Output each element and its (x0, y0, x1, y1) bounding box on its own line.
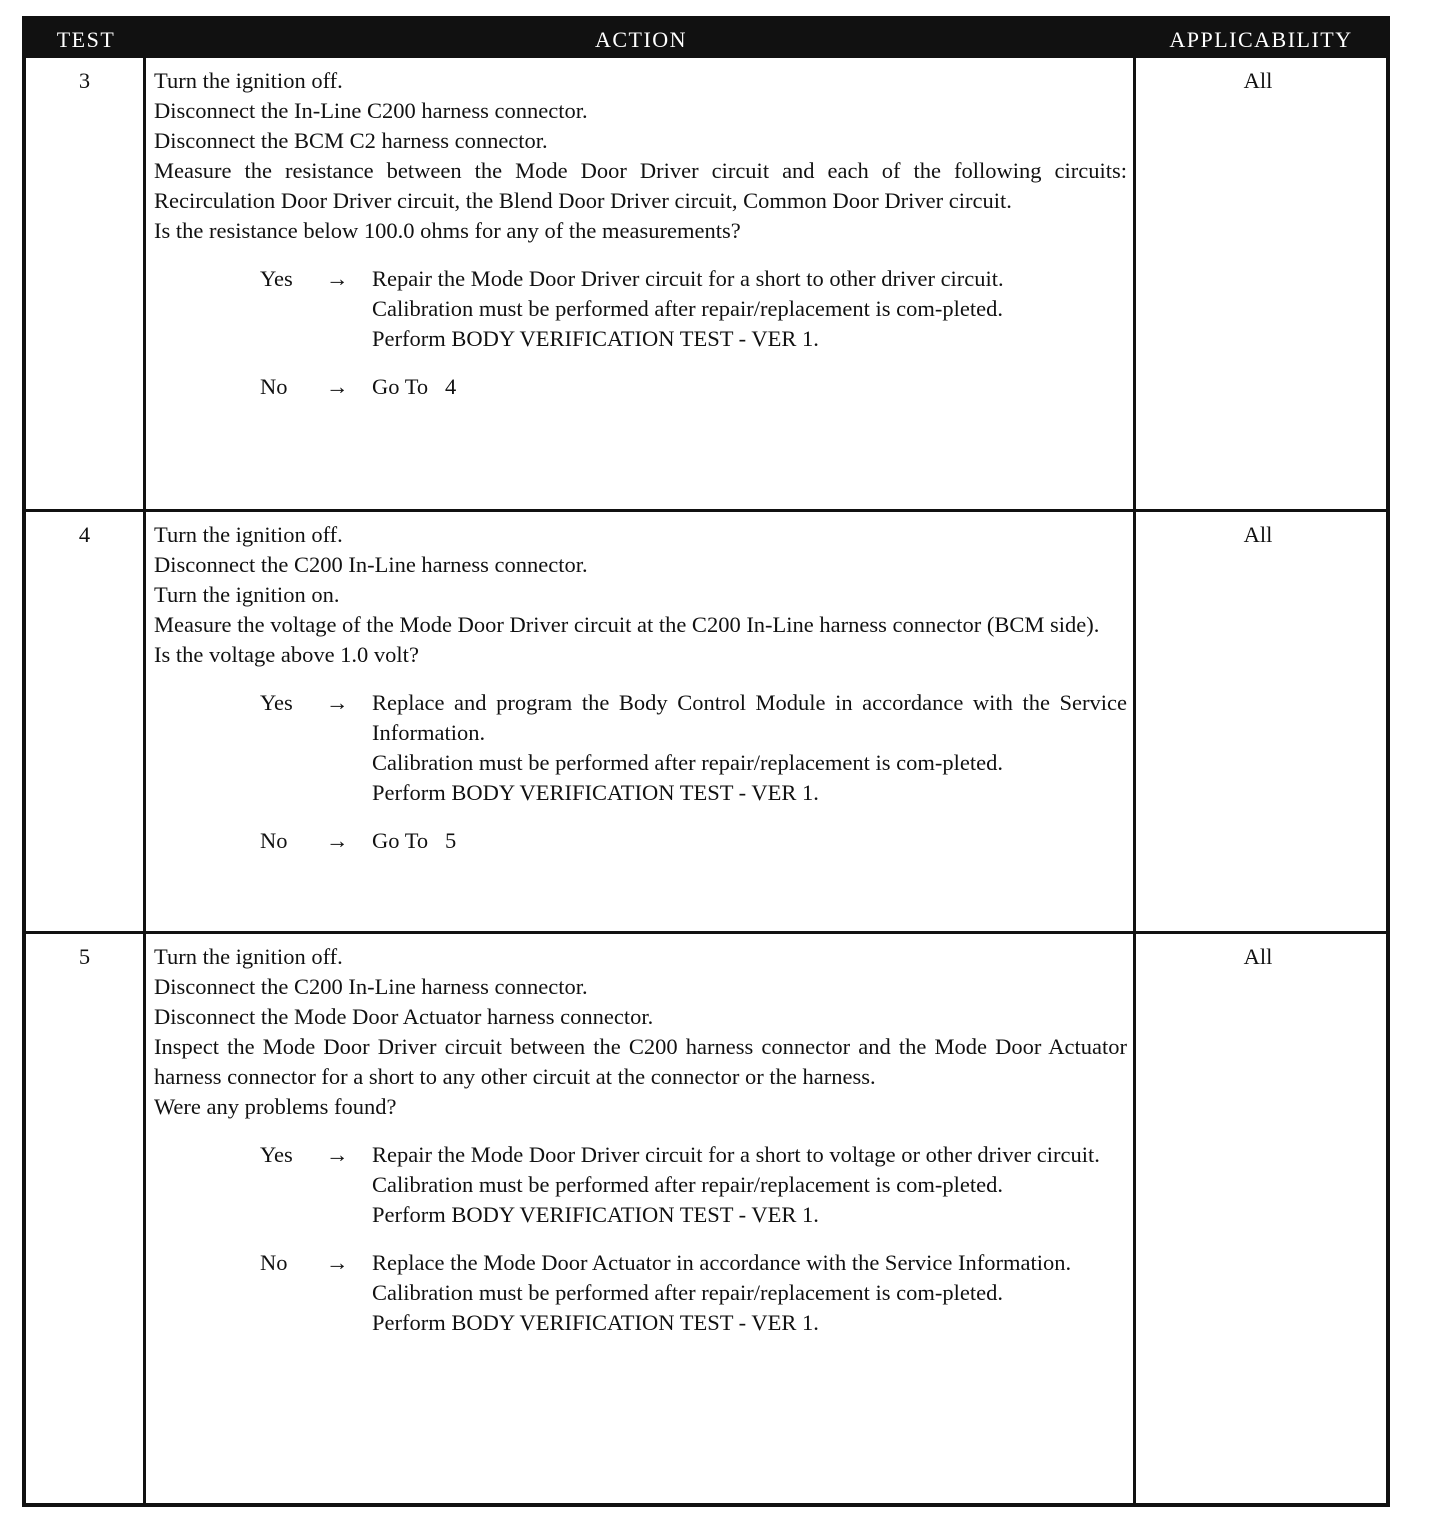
action-step: Disconnect the Mode Door Actuator harness connector. (154, 1004, 654, 1029)
yes-label: Yes (260, 690, 293, 715)
yes-outcome (260, 1140, 1127, 1230)
applicability-4: All (1136, 512, 1386, 934)
arrow-icon: → (326, 828, 349, 853)
test-number-4: 4 (26, 512, 146, 934)
test-number-5: 5 (26, 934, 146, 1503)
outcome-line: Calibration must be performed after repair/replacement is com-pleted. (372, 1280, 1003, 1305)
outcome-line: Go To 4 (372, 374, 457, 399)
header-applicability: APPLICABILITY (1136, 20, 1386, 58)
no-outcome (260, 826, 1127, 856)
arrow-icon: → (326, 1142, 349, 1167)
header-action: ACTION (146, 20, 1136, 58)
outcome-line: Calibration must be performed after repair/replacement is com-pleted. (372, 296, 1003, 321)
action-cell-5 (146, 934, 1136, 1503)
action-step: Disconnect the In-Line C200 harness connector. (154, 98, 588, 123)
yes-outcome (260, 688, 1127, 808)
action-step: Turn the ignition on. (154, 582, 340, 607)
yes-outcome (260, 264, 1127, 354)
action-cell-4 (146, 512, 1136, 934)
no-outcome (260, 1248, 1127, 1338)
action-step: Turn the ignition off. (154, 68, 343, 93)
yes-label: Yes (260, 266, 293, 291)
yes-instructions (372, 264, 1127, 354)
outcome-line: Perform BODY VERIFICATION TEST - VER 1. (372, 780, 819, 805)
applicability-5: All (1243, 944, 1273, 969)
arrow-icon: → (326, 374, 349, 399)
outcome-line: Replace the Mode Door Actuator in accordance with the Service Information. (372, 1250, 1072, 1275)
yes-instructions (372, 1140, 1127, 1230)
arrow-icon: → (326, 690, 349, 715)
arrow-icon: → (326, 266, 349, 291)
outcome-line: Calibration must be performed after repair/replacement is com-pleted. (372, 750, 1003, 775)
outcome-line: Calibration must be performed after repair/replacement is com-pleted. (372, 1172, 1003, 1197)
outcome-line: Repair the Mode Door Driver circuit for a short to voltage or other driver circuit. (372, 1142, 1100, 1167)
no-label: No (260, 1250, 288, 1275)
action-step: Inspect the Mode Door Driver circuit between the C200 harness connector and the Mode Door Actuator harness connector for a short to any other circuit at the connector or the harness. (154, 1034, 1127, 1089)
outcome-line: Perform BODY VERIFICATION TEST - VER 1. (372, 1310, 819, 1335)
outcome-line: Perform BODY VERIFICATION TEST - VER 1. (372, 1202, 819, 1227)
test-number-3: 3 (26, 58, 146, 512)
action-cell-3 (146, 58, 1136, 512)
yes-label: Yes (260, 1142, 293, 1167)
action-question: Were any problems found? (154, 1094, 397, 1119)
action-question: Is the resistance below 100.0 ohms for any of the measurements? (154, 218, 741, 243)
no-label: No (260, 828, 288, 853)
action-step: Turn the ignition off. (154, 522, 343, 547)
outcome-line: Perform BODY VERIFICATION TEST - VER 1. (372, 326, 819, 351)
outcome-line: Go To 5 (372, 828, 457, 853)
outcome-line: Replace and program the Body Control Module in accordance with the Service Information. (372, 690, 1127, 745)
action-step: Disconnect the C200 In-Line harness connector. (154, 974, 588, 999)
arrow-icon: → (326, 1250, 349, 1275)
action-step: Measure the resistance between the Mode Door Driver circuit and each of the following circuits: Recirculation Door Driver circuit, the Blend Door Driver circuit, Common Door Driver circuit. (154, 158, 1127, 213)
no-instructions (372, 826, 1127, 856)
outcome-line: Repair the Mode Door Driver circuit for a short to other driver circuit. (372, 266, 1004, 291)
applicability-3: All (1136, 58, 1386, 512)
no-instructions (372, 1248, 1127, 1338)
no-instructions (372, 372, 1127, 402)
yes-instructions (372, 688, 1127, 808)
action-step: Measure the voltage of the Mode Door Driver circuit at the C200 In-Line harness connector (BCM side). (154, 612, 1100, 637)
header-test: TEST (26, 20, 146, 58)
action-step: Disconnect the C200 In-Line harness connector. (154, 552, 588, 577)
action-step: Turn the ignition off. (154, 944, 343, 969)
action-step: Disconnect the BCM C2 harness connector. (154, 128, 548, 153)
diagnostic-test-table (22, 16, 1390, 1507)
no-label: No (260, 374, 288, 399)
no-outcome (260, 372, 1127, 402)
action-question: Is the voltage above 1.0 volt? (154, 642, 419, 667)
